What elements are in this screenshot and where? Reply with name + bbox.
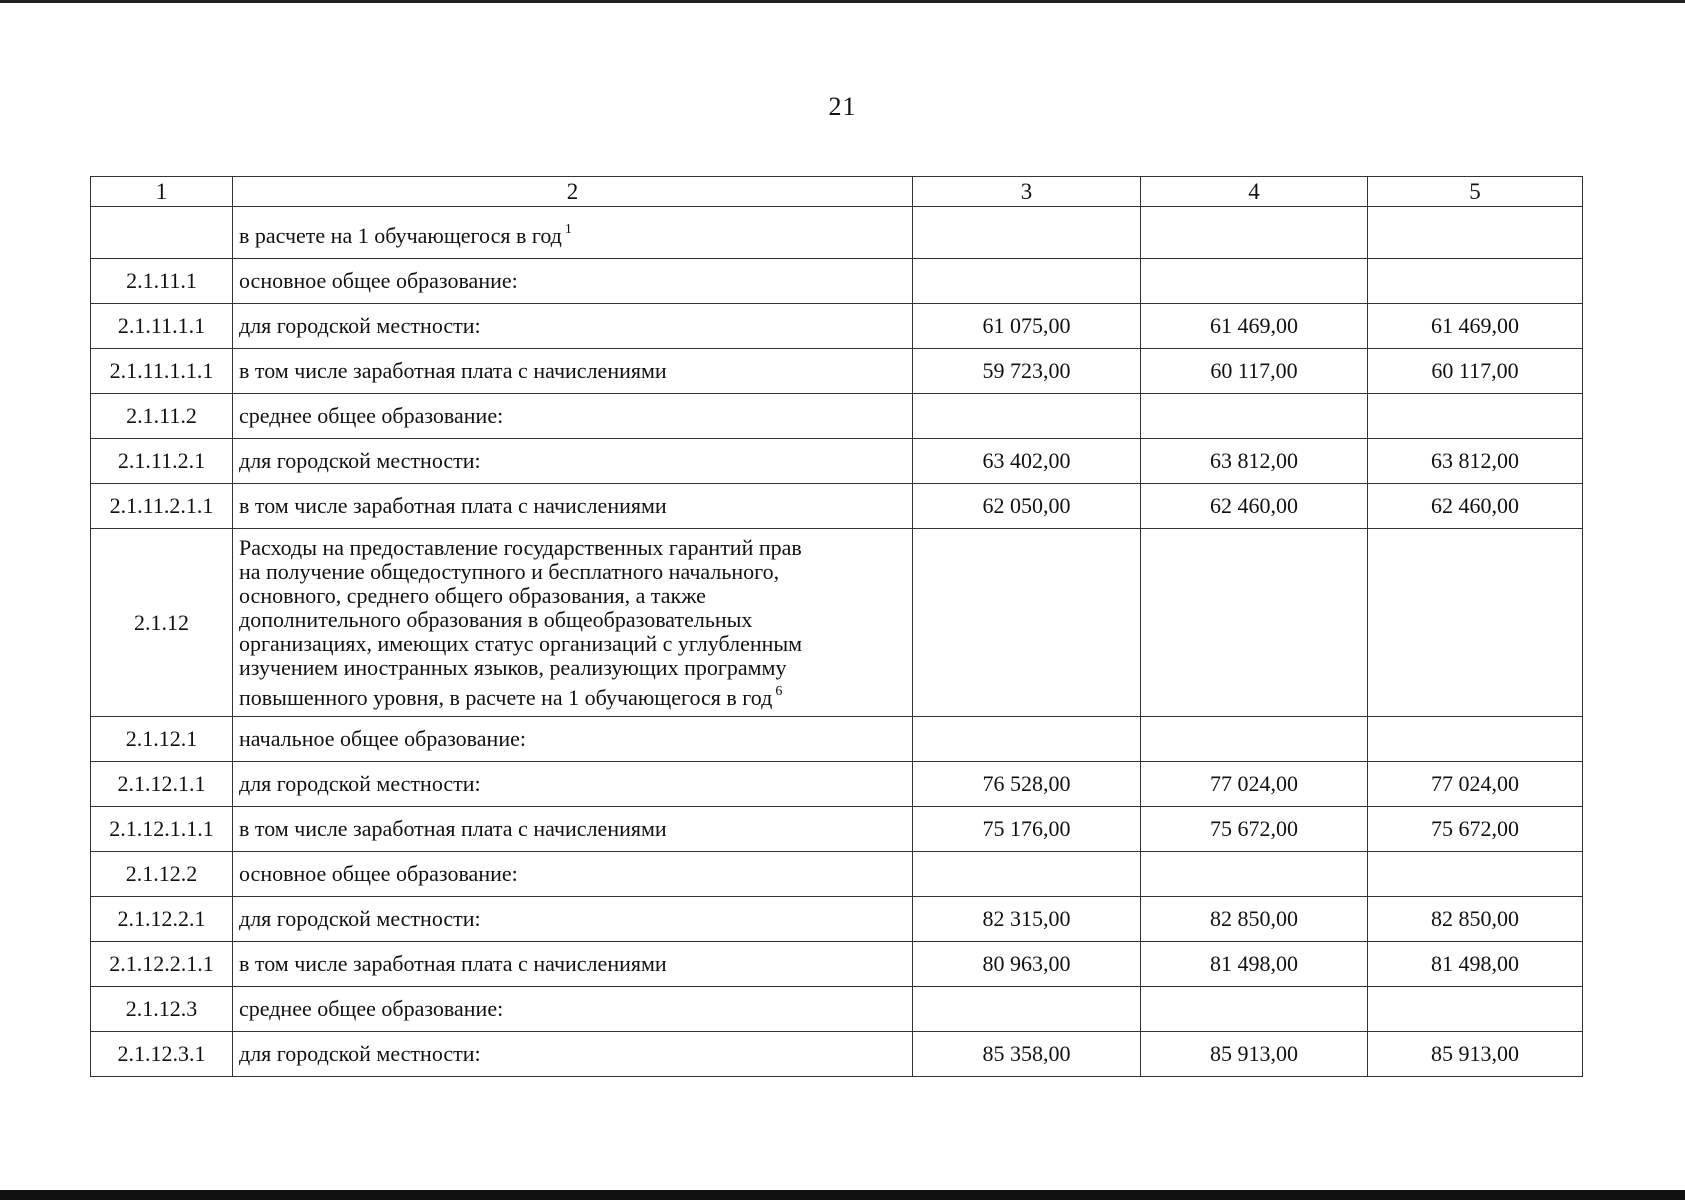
row-code: 2.1.11.2 (91, 394, 233, 439)
table-row (91, 717, 1583, 762)
row-value-col4: 75 672,00 (1141, 807, 1368, 852)
table-row (91, 529, 1583, 717)
row-code: 2.1.12.1.1 (91, 762, 233, 807)
row-description: среднее общее образование: (233, 394, 913, 439)
row-value-col3 (913, 852, 1141, 897)
row-value-col5 (1368, 394, 1583, 439)
row-code (91, 207, 233, 259)
row-value-col4 (1141, 394, 1368, 439)
row-value-col3: 75 176,00 (913, 807, 1141, 852)
header-col-4: 4 (1141, 177, 1368, 207)
row-value-col4: 62 460,00 (1141, 484, 1368, 529)
row-code: 2.1.11.1 (91, 259, 233, 304)
row-value-col4 (1141, 987, 1368, 1032)
row-value-col4: 63 812,00 (1141, 439, 1368, 484)
row-value-col4 (1141, 717, 1368, 762)
row-value-col3 (913, 207, 1141, 259)
row-description: для городской местности: (233, 1032, 913, 1077)
row-value-col3 (913, 259, 1141, 304)
row-code: 2.1.12.1.1.1 (91, 807, 233, 852)
row-value-col4: 81 498,00 (1141, 942, 1368, 987)
row-code: 2.1.11.1.1 (91, 304, 233, 349)
row-value-col4: 60 117,00 (1141, 349, 1368, 394)
table-row (91, 304, 1583, 349)
row-code: 2.1.12.1 (91, 717, 233, 762)
row-value-col5 (1368, 852, 1583, 897)
table-header-row (91, 177, 1583, 207)
table-row (91, 207, 1583, 259)
row-value-col3 (913, 987, 1141, 1032)
row-value-col3: 63 402,00 (913, 439, 1141, 484)
row-value-col5 (1368, 987, 1583, 1032)
table-row (91, 1032, 1583, 1077)
table-row (91, 762, 1583, 807)
row-value-col4 (1141, 207, 1368, 259)
row-value-col3: 61 075,00 (913, 304, 1141, 349)
budget-table (90, 176, 1583, 1077)
description-line: на получение общедоступного и бесплатного начального, (239, 558, 780, 584)
row-value-col3 (913, 717, 1141, 762)
row-value-col5: 77 024,00 (1368, 762, 1583, 807)
row-value-col4: 82 850,00 (1141, 897, 1368, 942)
row-value-col5: 82 850,00 (1368, 897, 1583, 942)
row-description: начальное общее образование: (233, 717, 913, 762)
header-col-3: 3 (913, 177, 1141, 207)
row-value-col5 (1368, 207, 1583, 259)
row-code: 2.1.12.2.1 (91, 897, 233, 942)
row-code: 2.1.11.1.1.1 (91, 349, 233, 394)
row-value-col4 (1141, 852, 1368, 897)
row-description (233, 529, 913, 717)
table-row (91, 987, 1583, 1032)
description-line: основного, среднего общего образования, а также (239, 582, 706, 608)
row-code: 2.1.11.2.1.1 (91, 484, 233, 529)
row-value-col5 (1368, 259, 1583, 304)
table-row (91, 349, 1583, 394)
row-code: 2.1.11.2.1 (91, 439, 233, 484)
row-value-col5 (1368, 717, 1583, 762)
row-value-col3: 62 050,00 (913, 484, 1141, 529)
row-description: в том числе заработная плата с начислениями (233, 942, 913, 987)
row-code: 2.1.12.2 (91, 852, 233, 897)
footnote-marker: 1 (564, 221, 572, 237)
table-row (91, 394, 1583, 439)
row-value-col3: 59 723,00 (913, 349, 1141, 394)
description-line: организациях, имеющих статус организаций с углубленным (239, 630, 803, 656)
row-value-col3: 80 963,00 (913, 942, 1141, 987)
description-line-last (239, 680, 906, 710)
table-row (91, 439, 1583, 484)
row-value-col5: 61 469,00 (1368, 304, 1583, 349)
row-value-col5: 62 460,00 (1368, 484, 1583, 529)
row-description-text: в расчете на 1 обучающегося в год (239, 222, 562, 248)
row-description: основное общее образование: (233, 259, 913, 304)
description-line: Расходы на предоставление государственных гарантий прав (239, 534, 802, 560)
row-value-col3 (913, 529, 1141, 717)
row-code: 2.1.12.2.1.1 (91, 942, 233, 987)
description-line: дополнительного образования в общеобразовательных (239, 606, 753, 632)
row-value-col5: 85 913,00 (1368, 1032, 1583, 1077)
page-number: 21 (828, 92, 857, 121)
table-row (91, 484, 1583, 529)
table-row (91, 897, 1583, 942)
row-value-col3: 76 528,00 (913, 762, 1141, 807)
row-value-col5: 75 672,00 (1368, 807, 1583, 852)
row-description: для городской местности: (233, 439, 913, 484)
row-value-col4 (1141, 529, 1368, 717)
row-description: среднее общее образование: (233, 987, 913, 1032)
row-code: 2.1.12.3.1 (91, 1032, 233, 1077)
row-description: для городской местности: (233, 304, 913, 349)
row-value-col5: 60 117,00 (1368, 349, 1583, 394)
header-col-1: 1 (91, 177, 233, 207)
row-description: в том числе заработная плата с начислениями (233, 807, 913, 852)
row-value-col5: 63 812,00 (1368, 439, 1583, 484)
row-value-col3: 85 358,00 (913, 1032, 1141, 1077)
header-col-2: 2 (233, 177, 913, 207)
header-col-5: 5 (1368, 177, 1583, 207)
footnote-marker: 6 (775, 683, 783, 699)
row-value-col4 (1141, 259, 1368, 304)
table-row (91, 807, 1583, 852)
row-code: 2.1.12 (91, 529, 233, 717)
row-code: 2.1.12.3 (91, 987, 233, 1032)
row-value-col3: 82 315,00 (913, 897, 1141, 942)
description-line: изучением иностранных языков, реализующих программу (239, 654, 787, 680)
row-description: в том числе заработная плата с начислениями (233, 349, 913, 394)
scan-edge-bottom (0, 1190, 1685, 1200)
row-description: в том числе заработная плата с начислениями (233, 484, 913, 529)
row-value-col4: 77 024,00 (1141, 762, 1368, 807)
row-value-col5 (1368, 529, 1583, 717)
table-row (91, 852, 1583, 897)
row-description: для городской местности: (233, 897, 913, 942)
row-value-col4: 85 913,00 (1141, 1032, 1368, 1077)
row-value-col5: 81 498,00 (1368, 942, 1583, 987)
row-description (233, 207, 913, 259)
row-value-col3 (913, 394, 1141, 439)
row-value-col4: 61 469,00 (1141, 304, 1368, 349)
scan-edge-top (0, 0, 1685, 3)
row-description: основное общее образование: (233, 852, 913, 897)
table-row (91, 942, 1583, 987)
table-row (91, 259, 1583, 304)
description-line: повышенного уровня, в расчете на 1 обучающегося в год (239, 684, 773, 710)
row-description: для городской местности: (233, 762, 913, 807)
